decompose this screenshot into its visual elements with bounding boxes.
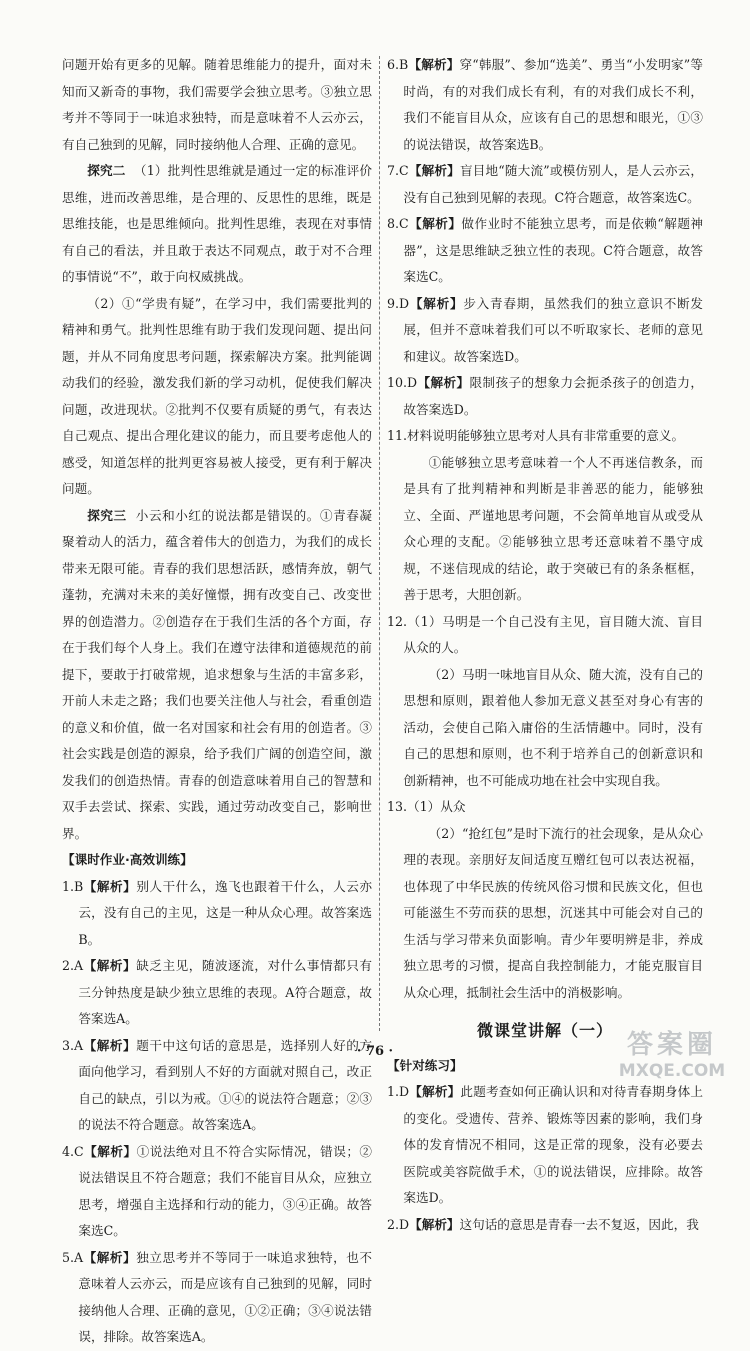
item-number: 3.A [62, 1037, 84, 1053]
analysis-tag: 【解析】 [83, 878, 137, 894]
analysis-tag: 【解析】 [409, 295, 464, 311]
analysis-tag: 【解析】 [408, 216, 462, 231]
answer-item-13-part2: （2）“抢红包”是时下流行的社会现象，是从众心理的表现。亲朋好友间适度互赠红包可以表达祝福，也体现了中华民族的传统风俗习惯和民族文化，但也可能滋生不劳而获的思想，沉迷其中可能会对自己的生活与学习带来负面影响。青少年要明辨是非，养成独立思考的习惯，提高自我控制能力，才能克服盲目从众心理，抵制社会生活中的消极影响。 [403, 825, 703, 1000]
analysis-tag: 【解析】 [83, 1143, 137, 1159]
answer-item-9 [387, 291, 703, 371]
item-number: 1.B [62, 878, 84, 894]
item-number: 9.D [387, 295, 410, 311]
item-number: 2.D [387, 1216, 410, 1232]
homework-section-head: 【课时作业·高效训练】 [62, 852, 193, 867]
answer-item-11-intro: 11.材料说明能够独立思考对人具有非常重要的意义。 [387, 428, 685, 443]
answer-item-6 [387, 52, 703, 158]
item-text: 别人干什么，逸飞也跟着干什么，人云亦云，没有自己的主见，这是一种从众心理。故答案选B。 [78, 878, 373, 947]
item-text: 盲目地“随大流”或模仿别人，是人云亦云，没有自己独到见解的表现。C符合题意，故答案选C。 [403, 163, 703, 205]
item-text: 限制孩子的想象力会扼杀孩子的创造力，故答案选D。 [403, 375, 704, 417]
answer-item-12-part1: 12.（1）马明是一个自己没有主见，盲目随大流、盲目从众的人。 [387, 613, 703, 655]
item-number: 10.D [387, 375, 418, 390]
explore3-label: 探究三 [87, 507, 127, 523]
watermark-logo: 答案圈 [626, 1030, 717, 1060]
explore2-para2: （2）①“学贵有疑”，在学习中，我们需要批判的精神和勇气。批判性思维有助于我们发现问题、提出问题，并从不同角度思考问题，探索解决方案。批判能调动我们的经验，激发我们新的学习动机，促使我们解决问题，改进现状。②批判不仅要有质疑的勇气，有表达自己观点、提出合理化建议的能力，而且要考虑他人的感受，知道怎样的批判更容易被人接受，更有利于解决问题。 [62, 295, 372, 496]
answer-item-8 [387, 211, 703, 291]
column-divider [379, 56, 380, 1031]
practice-item-1 [387, 1079, 703, 1212]
page-number: · 76 · [356, 1044, 394, 1059]
practice-item-2 [387, 1212, 703, 1239]
item-number: 1.D [387, 1084, 410, 1099]
explore3-para [62, 503, 372, 848]
item-text: 此题考查如何正确认识和对待青春期身体上的变化。受遗传、营养、锻炼等因素的影响，我们身体的发育情况不相同，这是正常的现象，没有必要去医院或美容院做手术，①的说法错误，应排除。故答案选D。 [403, 1084, 704, 1205]
explore2-para1 [62, 158, 372, 291]
item-text: ①说法绝对且不符合实际情况，错误；②说法错误且不符合题意；我们不能盲目从众，应独立思考，增强自主选择和行动的能力，③④正确。故答案选C。 [78, 1143, 373, 1238]
explore3-text: 小云和小红的说法都是错误的。①青春凝聚着动人的活力，蕴含着伟大的创造力，为我们的成长带来无限可能。青春的我们思想活跃，感情奔放，朝气蓬勃，充满对未来的美好憧憬，拥有改变自己、改变世界的创造潜力。②创造存在于我们生活的各个方面，存在于我们每个人身上。我们在遵守法律和道德规范的前提下，要敢于打破常规，追求想象与生活的丰富多彩，开前人未走之路；我们也要关注他人与社会，看重创造的意义和价值，做一名对国家和社会有用的创造者。③社会实践是创造的源泉，给予我们广阔的创造空间，激发我们的创造热情。青春的创造意味着用自己的智慧和双手去尝试、探索、实践，通过劳动改变自己，影响世界。 [62, 507, 373, 841]
practice-section-head: 【针对练习】 [387, 1057, 463, 1073]
item-text: 题干中这句话的意思是，选择别人好的方面向他学习，看到别人不好的方面就对照自己，改正自己的缺点，引以为戒。①④的说法符合题意；②③的说法不符合题意。故答案选A。 [78, 1037, 373, 1132]
item-text: 步入青春期，虽然我们的独立意识不断发展，但并不意味着我们可以不听取家长、老师的意见和建议。故答案选D。 [403, 295, 704, 364]
answer-item-2 [62, 953, 372, 1033]
item-text: 独立思考并不等同于一味追求独特，也不意味着人云亦云，而是应该有自己独到的见解，同时接纳他人合理、正确的意见，①②正确；③④说法错误，排除。故答案选A。 [78, 1249, 373, 1344]
item-number: 2.A [62, 958, 84, 973]
analysis-tag: 【解析】 [409, 1084, 461, 1099]
answer-item-1 [62, 874, 372, 954]
answer-item-12-part2: （2）马明一味地盲目从众、随大流，没有自己的思想和原则，跟着他人参加无意义甚至对身心有害的活动，会使自己陷入庸俗的生活情趣中。同时，没有自己的思想和原则，也不利于培养自己的创新意识和创新精神，也不可能成功地在社会中实现自我。 [403, 666, 703, 788]
item-number: 6.B [387, 57, 409, 72]
item-text: 穿“韩服”、参加“选美”、勇当“小发明家”等时尚，有的对我们成长有利，有的对我们成长不利，我们不能盲目从众，应该有自己的思想和眼光，①③的说法错误，故答案选B。 [403, 57, 703, 152]
analysis-tag: 【解析】 [83, 1037, 137, 1053]
explore2-text1: （1）批判性思维就是通过一定的标准评价思维，进而改善思维，是合理的、反思性的思维，既是思维技能，也是思维倾向。批判性思维，表现在对事情有自己的看法，并且敢于表达不同观点，敢于对不合理的事情说“不”，敢于向权威挑战。 [62, 163, 372, 284]
item-number: 7.C [387, 163, 409, 178]
item-text: 做作业时不能独立思考，而是依赖“解题神器”，这是思维缺乏独立性的表现。C符合题意，故答案选C。 [403, 216, 703, 284]
item-number: 4.C [62, 1143, 84, 1159]
item-text: 缺乏主见，随波逐流，对什么事情都只有三分钟热度是缺少独立思维的表现。A符合题意，故答案选A。 [78, 958, 373, 1026]
micro-lesson-title: 微课堂讲解（一） [476, 1021, 613, 1040]
watermark-url: MXQE.COM [618, 1061, 726, 1081]
item-number: 5.A [62, 1249, 84, 1265]
explore2-label: 探究二 [87, 163, 126, 178]
answer-item-5 [62, 1245, 372, 1351]
analysis-tag: 【解析】 [417, 375, 470, 390]
analysis-tag: 【解析】 [83, 958, 137, 973]
answer-item-4 [62, 1139, 372, 1245]
item-text: 这句话的意思是青春一去不复返，因此，我 [459, 1216, 699, 1232]
analysis-tag: 【解析】 [408, 163, 460, 178]
answer-item-10 [387, 370, 703, 423]
left-column [62, 52, 372, 1351]
watermark [598, 1028, 746, 1082]
item-number: 8.C [387, 216, 409, 231]
continued-paragraph: 问题开始有更多的见解。随着思维能力的提升，面对未知而又新奇的事物，我们需要学会独立思考。③独立思考并不等同于一味追求独特，而是意味着不人云亦云，有自己独到的见解，同时接纳他人合理、正确的意见。 [62, 57, 372, 152]
analysis-tag: 【解析】 [83, 1249, 137, 1265]
answer-item-7 [387, 158, 703, 211]
analysis-tag: 【解析】 [408, 57, 460, 72]
answer-item-11-body: ①能够独立思考意味着一个人不再迷信教条，而是具有了批判精神和判断是非善恶的能力，能够独立、全面、严谨地思考问题，不会简单地盲从或受从众心理的支配。②能够独立思考还意味着不墨守成规，不迷信现成的结论，敢于突破已有的条条框框，善于思考，大胆创新。 [403, 454, 703, 602]
answer-item-13-part1: 13.（1）从众 [387, 799, 466, 814]
analysis-tag: 【解析】 [409, 1216, 460, 1232]
